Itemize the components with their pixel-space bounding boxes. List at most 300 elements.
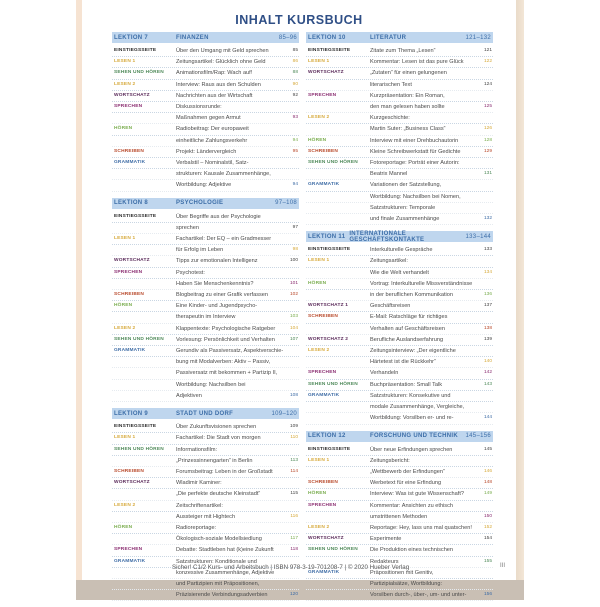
section-title: Interkulturelle Gespräche [370, 245, 478, 255]
section-category: LESEN 1 [306, 256, 370, 266]
lesson-number: LEKTION 11 [308, 234, 345, 240]
toc-row[interactable] [306, 391, 493, 402]
section-category: SCHREIBEN [112, 467, 176, 477]
section-title: Zeitungsartikel: [370, 256, 478, 266]
toc-row[interactable] [306, 467, 493, 478]
section-title: Zitate zum Thema „Lesen“ [370, 46, 478, 56]
section-category: SCHREIBEN [112, 147, 176, 157]
section-title: E-Mail: Ratschläge für richtiges [370, 312, 478, 322]
section-page: 86 [284, 57, 299, 67]
section-category: EINSTIEGSSEITE [112, 212, 176, 222]
section-category: GRAMMATIK [306, 568, 370, 578]
toc-row[interactable] [112, 335, 299, 346]
toc-row[interactable] [306, 256, 493, 267]
toc-row[interactable] [112, 102, 299, 113]
toc-row[interactable] [112, 279, 299, 290]
section-page: 88 [284, 68, 299, 78]
section-category: WORTSCHATZ [112, 91, 176, 101]
section-title: den man gelesen haben sollte [370, 102, 478, 112]
lesson-theme: FINANZEN [176, 35, 279, 41]
toc-row[interactable] [112, 268, 299, 279]
section-category: LESEN 2 [112, 80, 176, 90]
section-title: Kleine Schreibwerkstatt für Gedichte [370, 147, 478, 157]
toc-row[interactable] [112, 433, 299, 444]
toc-row[interactable] [112, 501, 299, 512]
toc-row[interactable] [306, 158, 493, 169]
section-title: bung mit Modalverben: Aktiv – Passiv, [176, 357, 284, 367]
toc-row[interactable] [306, 312, 493, 323]
section-page: 118 [284, 545, 299, 555]
toc-row[interactable] [112, 456, 299, 467]
section-title: Variationen der Satzstellung, [370, 180, 478, 190]
toc-row[interactable] [112, 57, 299, 68]
toc-row[interactable] [112, 180, 299, 191]
section-title: Eine Kinder- und Jugendpsycho- [176, 301, 284, 311]
toc-row[interactable] [112, 223, 299, 234]
section-title: „Prinzessinnengarten“ in Berlin [176, 456, 284, 466]
section-page: 115 [284, 489, 299, 499]
toc-row[interactable] [112, 489, 299, 500]
section-category: LESEN 1 [112, 234, 176, 244]
section-title: umstrittenen Methoden [370, 512, 478, 522]
toc-row[interactable] [112, 545, 299, 556]
toc-row[interactable] [306, 68, 493, 79]
toc-row[interactable] [306, 445, 493, 456]
lesson-theme: INTERNATIONALE GESCHÄFTSKONTAKTE [349, 231, 465, 243]
section-category: SCHREIBEN [306, 312, 370, 322]
section-title: Härtetest ist die Rückkehr“ [370, 357, 478, 367]
section-category: GRAMMATIK [306, 391, 370, 401]
section-category: SEHEN UND HÖREN [306, 380, 370, 390]
section-page: 144 [478, 413, 493, 423]
section-title: Über neue Erfindungen sprechen [370, 445, 478, 455]
toc-row[interactable] [306, 113, 493, 124]
toc-row[interactable] [112, 147, 299, 158]
toc-row[interactable] [112, 380, 299, 391]
lesson-page-range: 85–96 [279, 35, 297, 41]
lesson-page-range: 97–108 [275, 200, 297, 206]
section-category: SPRECHEN [306, 501, 370, 511]
section-category: WORTSCHATZ [112, 256, 176, 266]
toc-row[interactable] [306, 180, 493, 191]
toc-row[interactable] [112, 169, 299, 180]
section-category: HÖREN [306, 136, 370, 146]
lesson-number: LEKTION 12 [308, 433, 370, 439]
section-title: Kommentar: Lesen ist das pure Glück [370, 57, 478, 67]
section-title: Wortbildung: Adjektive [176, 180, 284, 190]
lesson-header[interactable] [306, 431, 493, 442]
section-page: 113 [284, 456, 299, 466]
toc-row[interactable] [112, 467, 299, 478]
section-page: 103 [284, 312, 299, 322]
toc-row[interactable] [112, 346, 299, 357]
section-category: EINSTIEGSSEITE [306, 245, 370, 255]
block-gap [112, 601, 299, 607]
section-page: 146 [478, 467, 493, 477]
toc-row[interactable] [306, 214, 493, 225]
toc-row[interactable] [112, 46, 299, 57]
toc-row[interactable] [306, 80, 493, 91]
lesson-header[interactable] [112, 198, 299, 209]
section-category: LESEN 2 [112, 324, 176, 334]
section-page: 117 [284, 534, 299, 544]
section-page: 129 [478, 147, 493, 157]
section-category: SPRECHEN [306, 91, 370, 101]
section-title: strukturen: Kausale Zusammenhänge, [176, 169, 284, 179]
section-title: Kurzpräsentation: Ein Roman, [370, 91, 478, 101]
section-title: Aussteiger mit Hightech [176, 512, 284, 522]
section-category: WORTSCHATZ 1 [306, 301, 370, 311]
section-title: Blogbeitrag zu einer Grafik verfassen [176, 290, 284, 300]
section-title: Radioreportage: [176, 523, 284, 533]
section-category: LESEN 2 [306, 523, 370, 533]
section-title: Fotoreportage: Porträt einer Autorin: [370, 158, 478, 168]
section-title: therapeutin im Interview [176, 312, 284, 322]
section-title: Präzisierende Verbindungsadverbien [176, 590, 284, 600]
toc-row[interactable] [306, 380, 493, 391]
section-page: 102 [284, 290, 299, 300]
section-category: LESEN 1 [306, 456, 370, 466]
page-title: INHALT KURSBUCH [82, 13, 516, 27]
section-page: 142 [478, 368, 493, 378]
lesson-header[interactable] [112, 32, 299, 43]
section-title: Präpositionen mit Genitiv, [370, 568, 478, 578]
toc-row[interactable] [306, 324, 493, 335]
section-title: Kommentar: Ansichten zu ethisch [370, 501, 478, 511]
toc-row[interactable] [112, 357, 299, 368]
toc-row[interactable] [112, 91, 299, 102]
lesson-theme: PSYCHOLOGIE [176, 200, 275, 206]
section-title: Nachrichten aus der Wirtschaft [176, 91, 284, 101]
lesson-number: LEKTION 10 [308, 35, 370, 41]
section-category: SEHEN UND HÖREN [112, 445, 176, 455]
toc-row[interactable] [306, 279, 493, 290]
toc-row[interactable] [112, 245, 299, 256]
section-title: Geschäftsreisen [370, 301, 478, 311]
toc-row[interactable] [306, 534, 493, 545]
section-category: WORTSCHATZ 2 [306, 335, 370, 345]
toc-row[interactable] [112, 301, 299, 312]
section-title: Verbalstil – Nominalstil, Satz- [176, 158, 284, 168]
toc-row[interactable] [112, 256, 299, 267]
section-page: 148 [478, 478, 493, 488]
toc-row[interactable] [112, 324, 299, 335]
section-title: Fachartikel: Der EQ – ein Gradmesser [176, 234, 284, 244]
section-category: GRAMMATIK [112, 557, 176, 567]
section-page: 94 [284, 136, 299, 146]
section-title: Verhandeln [370, 368, 478, 378]
lesson-block [112, 198, 299, 408]
section-page: 98 [284, 245, 299, 255]
section-page: 100 [284, 256, 299, 266]
section-page: 136 [478, 290, 493, 300]
section-title: Diskussionsrunde: [176, 102, 284, 112]
toc-row[interactable] [306, 545, 493, 556]
toc-row[interactable] [112, 391, 299, 402]
toc-row[interactable] [112, 478, 299, 489]
toc-row[interactable] [306, 245, 493, 256]
section-title: Adjektiven [176, 391, 284, 401]
section-page: 143 [478, 380, 493, 390]
toc-row[interactable] [306, 290, 493, 301]
toc-row[interactable] [306, 102, 493, 113]
toc-row[interactable] [112, 80, 299, 91]
section-category: WORTSCHATZ [306, 68, 370, 78]
section-category: WORTSCHATZ [112, 478, 176, 488]
lesson-number: LEKTION 7 [114, 35, 176, 41]
section-page: 134 [478, 268, 493, 278]
lesson-page-range: 145–156 [466, 433, 491, 439]
toc-row[interactable] [112, 523, 299, 534]
section-category: HÖREN [306, 279, 370, 289]
left-column [112, 32, 299, 607]
section-category: EINSTIEGSSEITE [112, 422, 176, 432]
section-title: für Erfolg im Leben [176, 245, 284, 255]
section-title: und finale Zusammenhänge [370, 214, 478, 224]
toc-row[interactable] [306, 124, 493, 135]
toc-row[interactable] [306, 301, 493, 312]
toc-row[interactable] [112, 136, 299, 147]
section-category: HÖREN [306, 489, 370, 499]
toc-row[interactable] [306, 147, 493, 158]
section-page: 145 [478, 445, 493, 455]
lesson-block [306, 431, 493, 607]
section-page: 126 [478, 124, 493, 134]
section-category: HÖREN [112, 124, 176, 134]
toc-row[interactable] [306, 268, 493, 279]
toc-row[interactable] [306, 335, 493, 346]
toc-row[interactable] [112, 534, 299, 545]
lesson-theme: LITERATUR [370, 35, 466, 41]
toc-row[interactable] [306, 501, 493, 512]
section-page: 94 [284, 180, 299, 190]
toc-row[interactable] [306, 136, 493, 147]
section-title: Klappentexte: Psychologische Ratgeber [176, 324, 284, 334]
toc-row[interactable] [112, 312, 299, 323]
section-title: sprechen [176, 223, 284, 233]
section-category: GRAMMATIK [112, 158, 176, 168]
section-category: SPRECHEN [112, 545, 176, 555]
toc-row[interactable] [112, 158, 299, 169]
section-title: Vorlesung: Persönlichkeit und Verhalten [176, 335, 284, 345]
section-category: SPRECHEN [112, 102, 176, 112]
section-page: 101 [284, 279, 299, 289]
section-page: 109 [284, 422, 299, 432]
toc-row[interactable] [112, 422, 299, 433]
toc-row[interactable] [306, 192, 493, 203]
section-category: WORTSCHATZ [306, 534, 370, 544]
section-category: SEHEN UND HÖREN [306, 158, 370, 168]
section-page: 85 [284, 46, 299, 56]
section-page: 104 [284, 324, 299, 334]
toc-row[interactable] [306, 489, 493, 500]
section-title: „Die perfekte deutsche Kleinstadt“ [176, 489, 284, 499]
section-title: Zeitungsbericht: [370, 456, 478, 466]
toc-row[interactable] [112, 212, 299, 223]
toc-row[interactable] [306, 57, 493, 68]
section-title: in der beruflichen Kommunikation [370, 290, 478, 300]
section-title: Experimente [370, 534, 478, 544]
toc-row[interactable] [112, 124, 299, 135]
section-category: HÖREN [112, 301, 176, 311]
section-page: 139 [478, 335, 493, 345]
section-title: Psychotest: [176, 268, 284, 278]
section-page: 150 [478, 512, 493, 522]
lesson-header[interactable] [112, 408, 299, 419]
section-category: LESEN 1 [112, 433, 176, 443]
section-title: Zeitschriftenartikel: [176, 501, 284, 511]
section-page: 156 [478, 590, 493, 600]
section-title: Wortbildung: Nachsilben bei Nomen, [370, 192, 478, 202]
right-column [306, 32, 493, 607]
lesson-page-range: 109–120 [272, 411, 297, 417]
page-edge-shadow [516, 0, 524, 600]
section-page: 154 [478, 534, 493, 544]
section-page: 92 [284, 91, 299, 101]
toc-row[interactable] [306, 368, 493, 379]
section-category: GRAMMATIK [306, 180, 370, 190]
lesson-theme: STADT UND DORF [176, 411, 272, 417]
section-title: Wladimir Kaminer: [176, 478, 284, 488]
section-title: Wortbildung: Vorsilben er- und re- [370, 413, 478, 423]
section-title: „Zutaten“ für einen gelungenen [370, 68, 478, 78]
section-category: SEHEN UND HÖREN [112, 335, 176, 345]
lesson-number: LEKTION 8 [114, 200, 176, 206]
lesson-number: LEKTION 9 [114, 411, 176, 417]
toc-row[interactable] [112, 512, 299, 523]
lesson-theme: FORSCHUNG UND TECHNIK [370, 433, 466, 439]
section-category: LESEN 1 [112, 57, 176, 67]
section-title: Über Begriffe aus der Psychologie [176, 212, 284, 222]
section-title: Satzstrukturen: Konsekutive und [370, 391, 478, 401]
toc-row[interactable] [306, 346, 493, 357]
section-page: 93 [284, 113, 299, 123]
toc-row[interactable] [112, 579, 299, 590]
section-category: EINSTIEGSSEITE [306, 445, 370, 455]
section-title: Satzstrukturen: Konditionale und [176, 557, 284, 567]
lesson-header[interactable] [306, 231, 493, 242]
section-title: Buchpräsentation: Small Talk [370, 380, 478, 390]
section-page: 128 [478, 136, 493, 146]
toc-row[interactable] [306, 523, 493, 534]
section-category: SCHREIBEN [306, 147, 370, 157]
toc-row[interactable] [306, 512, 493, 523]
section-title: Radiobeitrag: Der europaweit [176, 124, 284, 134]
section-title: Interview: Was ist gute Wissenschaft? [370, 489, 478, 499]
toc-row[interactable] [112, 68, 299, 79]
section-page: 140 [478, 357, 493, 367]
section-category: SEHEN UND HÖREN [306, 545, 370, 555]
section-title: Redakteurs [370, 557, 478, 567]
section-title: literarischen Text [370, 80, 478, 90]
block-gap [306, 601, 493, 607]
section-title: einheitliche Zahlungsverkehr [176, 136, 284, 146]
toc-row[interactable] [306, 46, 493, 57]
section-title: „Wettbewerb der Erfindungen“ [370, 467, 478, 477]
section-title: Über Zukunftsvisionen sprechen [176, 422, 284, 432]
section-title: Kurzgeschichte: [370, 113, 478, 123]
section-page: 125 [478, 102, 493, 112]
section-title: Interview: Raus aus den Schulden [176, 80, 284, 90]
toc-row[interactable] [306, 357, 493, 368]
toc-row[interactable] [306, 413, 493, 424]
section-page: 122 [478, 57, 493, 67]
section-page: 116 [284, 512, 299, 522]
section-page: 131 [478, 169, 493, 179]
lesson-page-range: 133–144 [466, 234, 491, 240]
lesson-page-range: 121–132 [466, 35, 491, 41]
section-page: 149 [478, 489, 493, 499]
section-title: Projekt: Ländervergleich [176, 147, 284, 157]
section-page: 108 [284, 391, 299, 401]
section-category: EINSTIEGSSEITE [306, 46, 370, 56]
section-category: SPRECHEN [112, 268, 176, 278]
section-category: SPRECHEN [306, 368, 370, 378]
section-title: Ökologisch-soziale Modellsiedlung [176, 534, 284, 544]
section-page: 137 [478, 301, 493, 311]
section-title: Maßnahmen gegen Armut [176, 113, 284, 123]
section-title: Zeitungsinterview: „Der eigentliche [370, 346, 478, 356]
toc-row[interactable] [112, 445, 299, 456]
section-title: Forumsbeitrag: Leben in der Großstadt [176, 467, 284, 477]
section-title: Martin Suter: „Business Class“ [370, 124, 478, 134]
lesson-block [306, 231, 493, 430]
toc-row[interactable] [112, 113, 299, 124]
section-title: modale Zusammenhänge, Vergleiche, [370, 402, 478, 412]
section-title: Wortbildung: Nachsilben bei [176, 380, 284, 390]
toc-row[interactable] [306, 203, 493, 214]
section-category: LESEN 1 [306, 57, 370, 67]
footer-copyright: Sicher! C1/2 Kurs- und Arbeitsbuch | ISBN 978-3-19-701208-7 | © 2020 Hueber Verlag [172, 564, 409, 571]
section-category: SCHREIBEN [112, 290, 176, 300]
section-title: Satzstrukturen: Temporale [370, 203, 478, 213]
section-title: Reportage: Hey, lass uns mal quatschen! [370, 523, 478, 533]
toc-row[interactable] [306, 579, 493, 590]
section-title: und Partizipien mit Präpositionen, [176, 579, 284, 589]
section-category: HÖREN [112, 523, 176, 533]
lesson-header[interactable] [306, 32, 493, 43]
section-page: 114 [284, 467, 299, 477]
section-page: 121 [478, 46, 493, 56]
section-title: Tipps zur emotionalen Intelligenz [176, 256, 284, 266]
section-title: Animationsfilm/Rap: Wach auf! [176, 68, 284, 78]
section-title: Informationsfilm: [176, 445, 284, 455]
section-title: Berufliche Auslandserfahrung [370, 335, 478, 345]
section-title: Zeitungsartikel: Glücklich ohne Geld [176, 57, 284, 67]
section-category: SEHEN UND HÖREN [112, 68, 176, 78]
toc-row[interactable] [112, 234, 299, 245]
section-page: 138 [478, 324, 493, 334]
section-page: 97 [284, 223, 299, 233]
toc-row[interactable] [306, 456, 493, 467]
toc-row[interactable] [112, 368, 299, 379]
section-title: Haben Sie Menschenkenntnis? [176, 279, 284, 289]
section-category: EINSTIEGSSEITE [112, 46, 176, 56]
toc-row[interactable] [306, 402, 493, 413]
section-page: 107 [284, 335, 299, 345]
section-category: GRAMMATIK [112, 346, 176, 356]
section-title: Die Produktion eines technischen [370, 545, 478, 555]
toc-row[interactable] [112, 290, 299, 301]
section-title: Passiversatz mit bekommen + Partizip II, [176, 368, 284, 378]
toc-row[interactable] [306, 478, 493, 489]
section-title: Werbetext für eine Erfindung [370, 478, 478, 488]
section-title: Verhalten auf Geschäftsreisen [370, 324, 478, 334]
toc-row[interactable] [306, 91, 493, 102]
toc-row[interactable] [306, 169, 493, 180]
section-title: Vorsilben durch-, über-, um- und unter- [370, 590, 478, 600]
section-page: 120 [284, 590, 299, 600]
